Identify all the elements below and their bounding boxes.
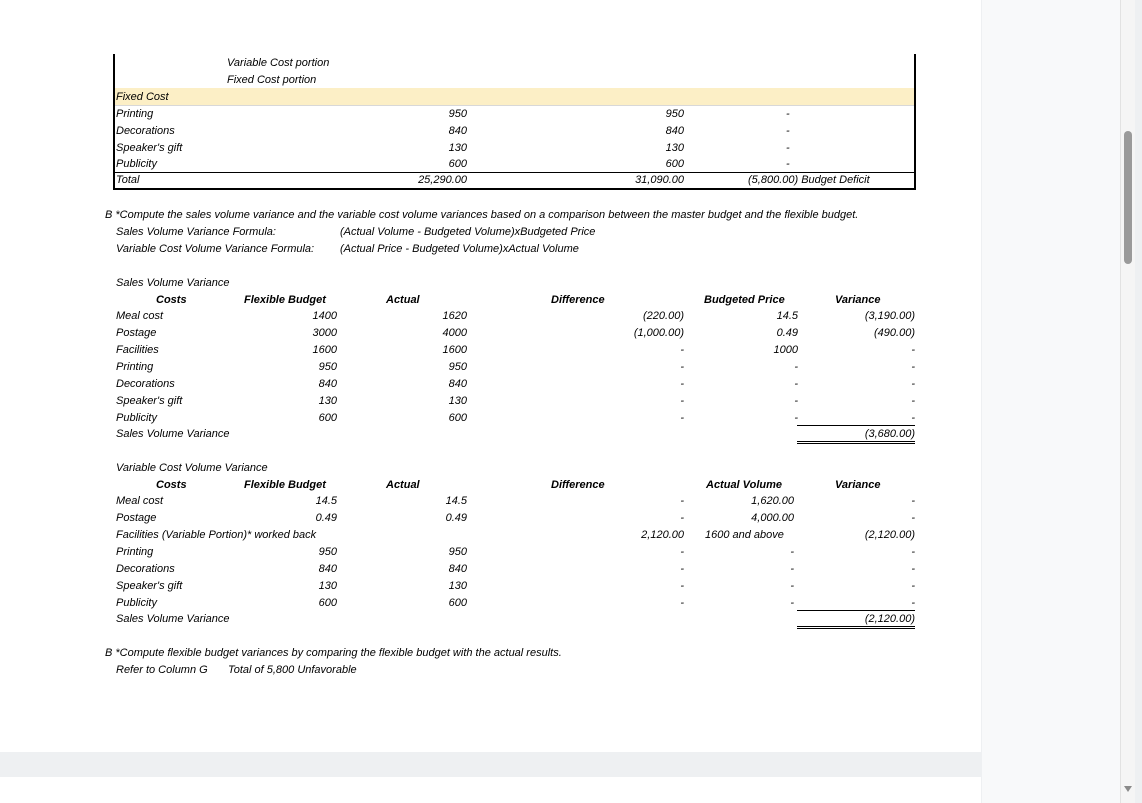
vcvv-total: (2,120.00)	[864, 613, 915, 625]
total-note: Total of 5,800 Unfavorable	[228, 664, 357, 676]
vcvv-row-diff: -	[680, 597, 684, 609]
svv-title: Sales Volume Variance	[116, 277, 230, 289]
vcvv-header-volume: Actual Volume	[706, 479, 782, 491]
vcvv-row-diff: -	[680, 580, 684, 592]
svv-row-diff: -	[680, 412, 684, 424]
svv-row-actual: 4000	[442, 327, 467, 339]
fc-row-budget: 950	[448, 108, 467, 120]
vcvv-row-flex: 0.49	[315, 512, 337, 524]
fc-row-label: Printing	[116, 108, 154, 120]
vcvv-row-actual: 130	[448, 580, 467, 592]
vcvv-row-volume: -	[790, 563, 794, 575]
fc-row-label: Decorations	[116, 125, 175, 137]
vcvv-row-label: Publicity	[116, 597, 157, 609]
svv-row-variance: -	[911, 412, 915, 424]
fc-row-actual: 950	[665, 108, 684, 120]
svv-row-flex: 130	[318, 395, 337, 407]
svv-row-price: 14.5	[776, 310, 798, 322]
svv-row-diff: (220.00)	[643, 310, 684, 322]
svv-row-flex: 1600	[312, 344, 337, 356]
svv-row-flex: 3000	[312, 327, 337, 339]
svv-header-actual: Actual	[386, 294, 420, 306]
fc-row-diff: -	[786, 158, 790, 170]
next-page	[0, 777, 981, 803]
vcvv-row-volume: -	[790, 546, 794, 558]
svv-header-diff: Difference	[551, 294, 605, 306]
svv-header-price: Budgeted Price	[704, 294, 785, 306]
vcvv-row-flex: 600	[318, 597, 337, 609]
fixed-cost-highlight	[115, 88, 914, 105]
table-bottom-border	[113, 188, 916, 190]
svv-header-variance: Variance	[835, 294, 881, 306]
svv-row-label: Printing	[116, 361, 154, 373]
svv-row-actual: 600	[448, 412, 467, 424]
fixed-cost-heading: Fixed Cost	[116, 91, 169, 103]
svv-row-flex: 600	[318, 412, 337, 424]
fc-row-diff: -	[786, 142, 790, 154]
vcvv-row-variance: -	[911, 495, 915, 507]
svv-row-label: Decorations	[116, 378, 175, 390]
vcvv-row-label: Speaker's gift	[116, 580, 183, 592]
scrollbar[interactable]	[1120, 0, 1135, 803]
vcvv-row-volume: 4,000.00	[751, 512, 794, 524]
vcvv-row-flex: 950	[318, 546, 337, 558]
fixed-cost-portion-label: Fixed Cost portion	[227, 74, 317, 86]
svv-row-diff: -	[680, 395, 684, 407]
vcvv-row-actual: 840	[448, 563, 467, 575]
svv-row-diff: (1,000.00)	[633, 327, 684, 339]
svv-row-variance: -	[911, 395, 915, 407]
svv-row-actual: 950	[448, 361, 467, 373]
table-left-border	[113, 54, 115, 189]
vcvv-row-variance: -	[911, 512, 915, 524]
svv-header-costs: Costs	[156, 294, 187, 306]
svf-value: (Actual Volume - Budgeted Volume)xBudgeted Price	[340, 226, 596, 238]
svv-row-variance: (490.00)	[874, 327, 915, 339]
svv-row-label: Speaker's gift	[116, 395, 183, 407]
vcvv-row-actual: 0.49	[445, 512, 467, 524]
refer-label: Refer to Column G	[116, 664, 208, 676]
vcvv-row-variance: -	[911, 546, 915, 558]
svv-header-flex: Flexible Budget	[244, 294, 326, 306]
vcvv-row-diff: -	[680, 512, 684, 524]
scroll-down-arrow-icon[interactable]	[1124, 786, 1132, 792]
svv-row-price: -	[794, 361, 798, 373]
vcvv-row-volume: 1600 and above	[705, 529, 784, 541]
svv-row-price: 1000	[773, 344, 798, 356]
question-b2: B *Compute flexible budget variances by comparing the flexible budget with the actual results.	[105, 647, 562, 659]
svv-row-actual: 1600	[442, 344, 467, 356]
vcvv-row-variance: (2,120.00)	[864, 529, 915, 541]
svv-row-diff: -	[680, 344, 684, 356]
fc-row-label: Speaker's gift	[116, 142, 183, 154]
vcvv-row-volume: -	[790, 597, 794, 609]
question-b1: B *Compute the sales volume variance and the variable cost volume variances based on a comparison between the master budget and the flexible budget.	[105, 209, 859, 221]
vcvv-row-volume: -	[790, 580, 794, 592]
svv-row-label: Facilities	[116, 344, 159, 356]
fc-row-diff: -	[786, 125, 790, 137]
fc-row-budget: 130	[448, 142, 467, 154]
side-panel	[982, 0, 1120, 803]
vcvv-row-actual: 600	[448, 597, 467, 609]
fc-row-label: Publicity	[116, 158, 157, 170]
vcvv-row-diff: -	[680, 495, 684, 507]
vcvv-row-label: Postage	[116, 512, 157, 524]
vcvv-row-variance: -	[911, 580, 915, 592]
fc-row-budget: 840	[448, 125, 467, 137]
svv-row-variance: -	[911, 344, 915, 356]
svv-row-variance: -	[911, 361, 915, 373]
vcvv-row-label: Printing	[116, 546, 154, 558]
vcvv-row-flex: 14.5	[315, 495, 337, 507]
vcvv-row-variance: -	[911, 597, 915, 609]
vcvf-value: (Actual Price - Budgeted Volume)xActual Volume	[340, 243, 579, 255]
svv-row-label: Meal cost	[116, 310, 164, 322]
fc-total-label: Total	[116, 174, 140, 186]
svv-total-label: Sales Volume Variance	[116, 428, 230, 440]
svf-label: Sales Volume Variance Formula:	[116, 226, 276, 238]
fc-row-actual: 840	[665, 125, 684, 137]
svv-row-price: 0.49	[776, 327, 798, 339]
svv-row-variance: -	[911, 378, 915, 390]
svv-row-price: -	[794, 395, 798, 407]
vcvv-row-actual: 950	[448, 546, 467, 558]
vcvv-title: Variable Cost Volume Variance	[116, 462, 268, 474]
vcvv-row-diff: -	[680, 563, 684, 575]
svv-row-actual: 130	[448, 395, 467, 407]
fc-total-actual: 31,090.00	[635, 174, 684, 186]
svv-row-label: Publicity	[116, 412, 157, 424]
vcvv-row-actual: 14.5	[445, 495, 467, 507]
variable-cost-portion-label: Variable Cost portion	[227, 57, 330, 69]
svv-row-actual: 840	[448, 378, 467, 390]
table-right-border	[914, 54, 916, 189]
vcvv-header-actual: Actual	[386, 479, 420, 491]
fc-total-budget: 25,290.00	[418, 174, 467, 186]
vcvv-row-diff: 2,120.00	[641, 529, 684, 541]
fc-row-actual: 600	[665, 158, 684, 170]
vcvv-row-label: Decorations	[116, 563, 175, 575]
vcvv-row-label: Facilities (Variable Portion)* worked back	[116, 529, 317, 541]
vcvv-header-flex: Flexible Budget	[244, 479, 326, 491]
svv-row-label: Postage	[116, 327, 157, 339]
vcvv-row-label: Meal cost	[116, 495, 164, 507]
fc-row-budget: 600	[448, 158, 467, 170]
svv-row-price: -	[794, 412, 798, 424]
svv-row-flex: 1400	[312, 310, 337, 322]
vcvf-label: Variable Cost Volume Variance Formula:	[116, 243, 315, 255]
scrollbar-thumb[interactable]	[1124, 131, 1132, 264]
vcvv-header-variance: Variance	[835, 479, 881, 491]
vcvv-header-diff: Difference	[551, 479, 605, 491]
vcvv-row-variance: -	[911, 563, 915, 575]
vcvv-total-label: Sales Volume Variance	[116, 613, 230, 625]
vcvv-row-flex: 130	[318, 580, 337, 592]
svv-row-actual: 1620	[442, 310, 467, 322]
vcvv-row-flex: 840	[318, 563, 337, 575]
svv-row-diff: -	[680, 378, 684, 390]
vcvv-row-volume: 1,620.00	[751, 495, 794, 507]
svv-row-variance: (3,190.00)	[864, 310, 915, 322]
fc-row-actual: 130	[665, 142, 684, 154]
svv-row-flex: 840	[318, 378, 337, 390]
vcvv-row-diff: -	[680, 546, 684, 558]
svv-row-diff: -	[680, 361, 684, 373]
fc-total-diff: (5,800.00) Budget Deficit	[748, 174, 870, 186]
fc-row-diff: -	[786, 108, 790, 120]
svv-total: (3,680.00)	[864, 428, 915, 440]
svv-row-flex: 950	[318, 361, 337, 373]
vcvv-header-costs: Costs	[156, 479, 187, 491]
svv-row-price: -	[794, 378, 798, 390]
